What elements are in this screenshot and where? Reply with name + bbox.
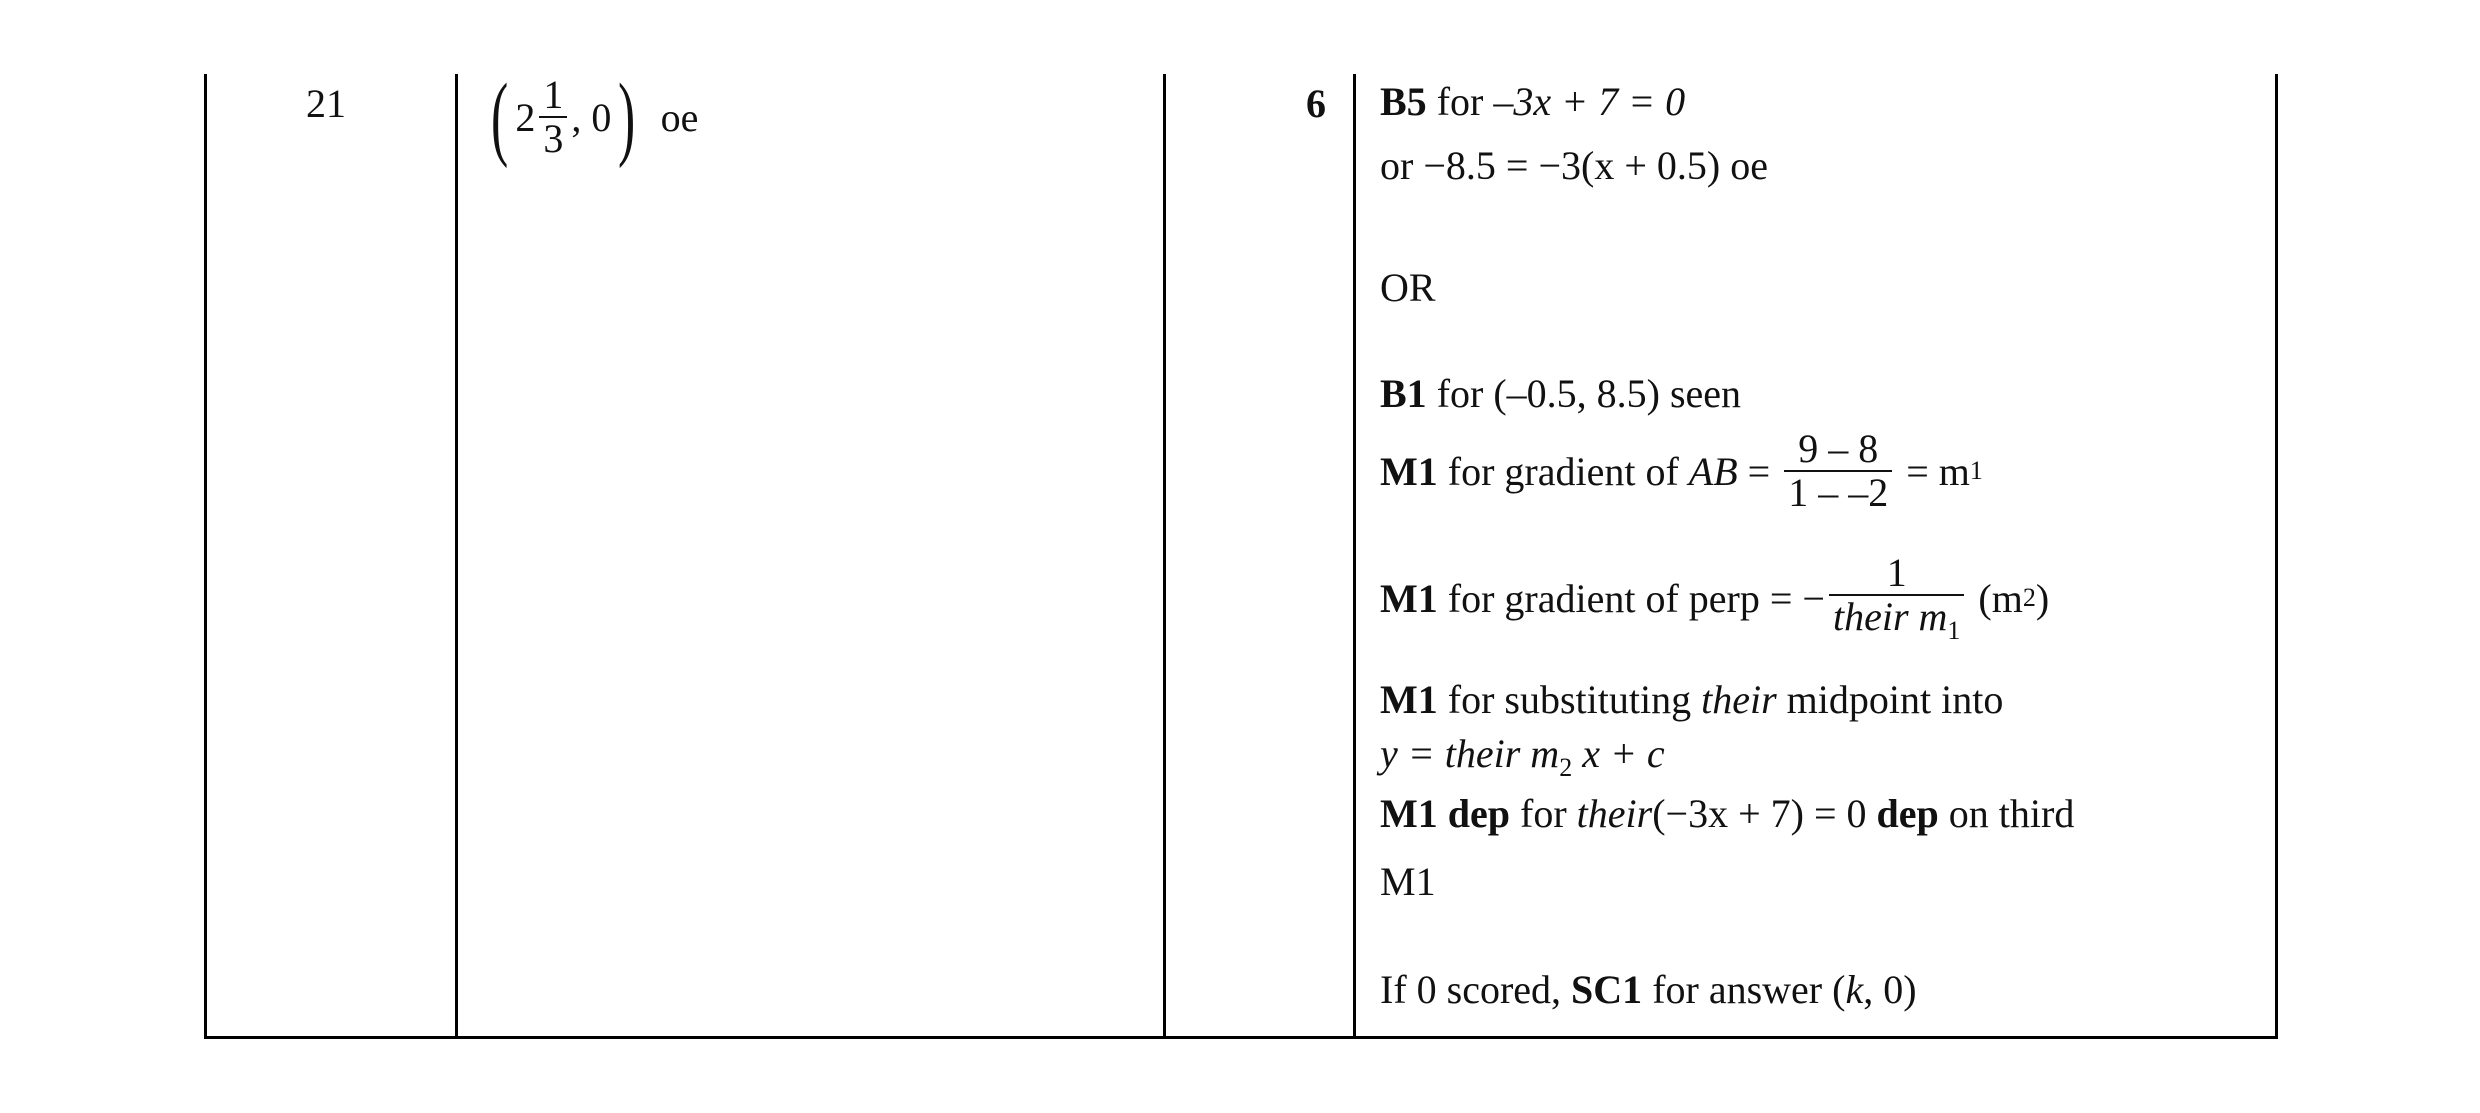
note-line-2: or −8.5 = −3(x + 0.5) oe bbox=[1380, 143, 1768, 188]
note-line-3 bbox=[1380, 370, 1741, 417]
note-line-9: M1 bbox=[1380, 859, 1436, 904]
answer-cell bbox=[484, 65, 699, 169]
mark-code: B1 bbox=[1380, 371, 1427, 416]
table-bottom-border bbox=[204, 1036, 2278, 1039]
fraction-denominator bbox=[1829, 594, 1964, 644]
note-line-6 bbox=[1380, 676, 2003, 723]
note-text: If 0 scored, bbox=[1380, 967, 1572, 1012]
note-text: for (–0.5, 8.5) seen bbox=[1426, 371, 1742, 416]
note-line-7 bbox=[1380, 730, 1665, 783]
denominator-text: their m bbox=[1832, 594, 1948, 639]
mark-code: SC1 bbox=[1571, 967, 1643, 1012]
mark-code: M1 bbox=[1380, 677, 1438, 722]
note-text: on third bbox=[1938, 791, 2075, 836]
perp-fraction bbox=[1829, 552, 1964, 644]
note-line-8 bbox=[1380, 790, 2074, 837]
column-divider-2 bbox=[1163, 74, 1166, 1039]
table-left-border bbox=[204, 74, 207, 1039]
mark-code: M1 bbox=[1380, 448, 1438, 494]
subscript: 2 bbox=[1559, 753, 1573, 782]
note-line-4 bbox=[1380, 428, 1983, 514]
equation: (−3x + 7) = 0 bbox=[1652, 791, 1867, 836]
note-text: for gradient of perp = − bbox=[1437, 575, 1825, 621]
note-text: midpoint into bbox=[1776, 677, 2004, 722]
note-italic: k bbox=[1845, 967, 1864, 1012]
fraction-numerator: 9 – 8 bbox=[1798, 426, 1879, 471]
equation: y = their m bbox=[1380, 731, 1560, 776]
subscript: 1 bbox=[1969, 456, 1983, 485]
note-text: (m bbox=[1968, 575, 2023, 621]
note-italic: their bbox=[1701, 677, 1777, 722]
note-line-5 bbox=[1380, 552, 2049, 644]
note-text: = m bbox=[1896, 448, 1970, 494]
mark-code: dep bbox=[1866, 791, 1939, 836]
mark-code: M1 dep bbox=[1380, 791, 1510, 836]
note-italic: their bbox=[1576, 791, 1653, 836]
column-divider-3 bbox=[1353, 74, 1356, 1039]
note-text: , 0) bbox=[1863, 967, 1917, 1012]
answer-numerator: 1 bbox=[543, 72, 564, 117]
note-text: for bbox=[1510, 791, 1577, 836]
column-divider-1 bbox=[455, 74, 458, 1039]
close-paren: ) bbox=[2035, 575, 2050, 621]
answer-rest: , 0 bbox=[571, 94, 612, 140]
note-or: OR bbox=[1380, 265, 1436, 310]
segment-label: AB bbox=[1688, 448, 1738, 494]
table-right-border bbox=[2275, 74, 2278, 1039]
gradient-fraction bbox=[1784, 428, 1892, 514]
note-text: for gradient of bbox=[1437, 448, 1689, 494]
answer-denominator: 3 bbox=[539, 116, 567, 160]
fraction-denominator: 1 – –2 bbox=[1784, 470, 1892, 514]
note-text: for substituting bbox=[1437, 677, 1702, 722]
left-paren: ( bbox=[491, 65, 509, 169]
equation: x + c bbox=[1572, 731, 1665, 776]
answer-whole: 2 bbox=[515, 94, 536, 140]
equals: = bbox=[1737, 448, 1781, 494]
note-line-1 bbox=[1380, 78, 1685, 125]
guidance-notes bbox=[1380, 0, 2270, 1036]
mark-code: M1 bbox=[1380, 575, 1438, 621]
subscript: 1 bbox=[1947, 616, 1961, 645]
question-number: 21 bbox=[306, 81, 346, 126]
note-line-10 bbox=[1380, 966, 1917, 1013]
mark-code: B5 bbox=[1380, 79, 1427, 124]
answer-fraction bbox=[539, 74, 567, 160]
marks-value: 6 bbox=[1306, 81, 1326, 126]
subscript: 2 bbox=[2022, 583, 2036, 613]
right-paren: ) bbox=[618, 65, 636, 169]
equation: –3x + 7 = 0 bbox=[1493, 79, 1686, 124]
note-text: for bbox=[1426, 79, 1494, 124]
answer-suffix: oe bbox=[660, 94, 699, 140]
fraction-numerator: 1 bbox=[1886, 550, 1907, 595]
note-text: for answer ( bbox=[1642, 967, 1846, 1012]
